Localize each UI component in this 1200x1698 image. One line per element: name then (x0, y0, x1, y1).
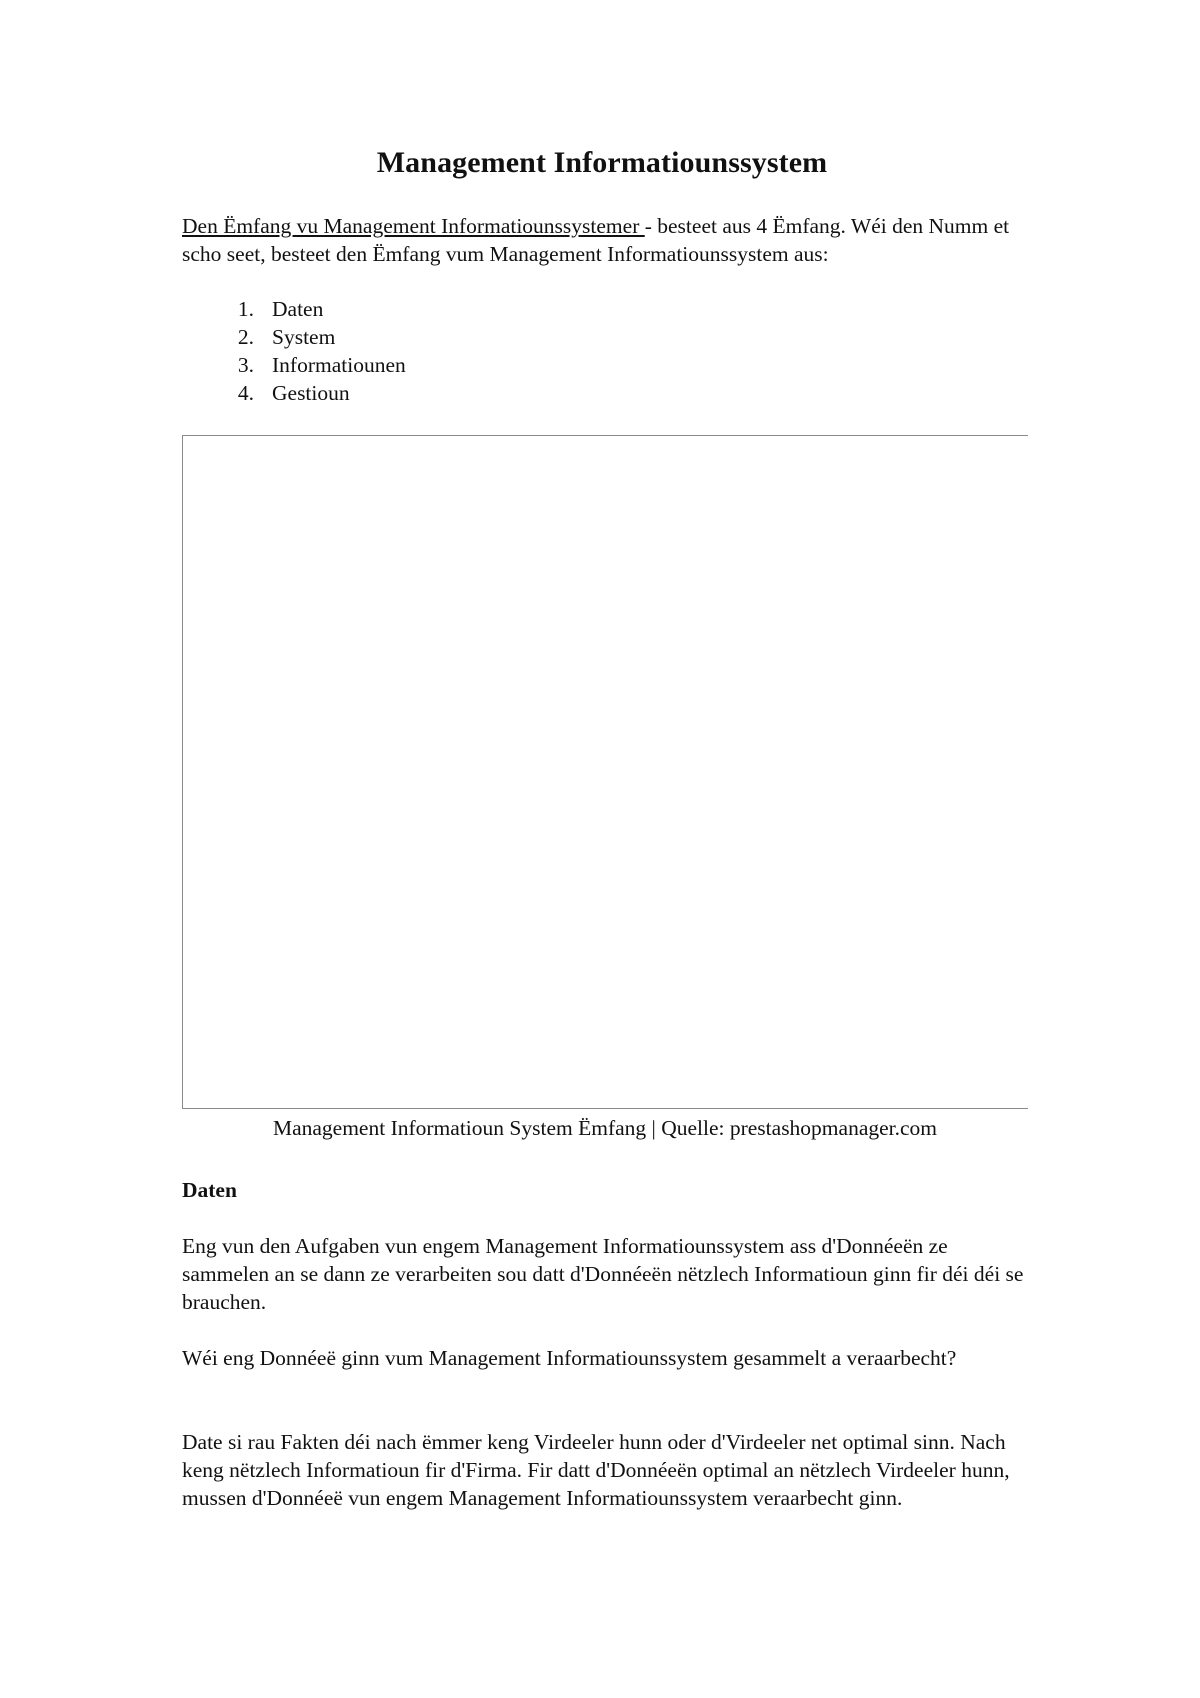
intro-paragraph (182, 212, 1027, 268)
list-item-number: 2 . (182, 323, 254, 351)
body-paragraph: Wéi eng Donnéeë ginn vum Management Informatiounssystem gesammelt a veraarbecht? (182, 1346, 957, 1370)
list-item-label: Daten (272, 297, 324, 321)
list-item (182, 323, 406, 351)
section-heading: Daten (182, 1178, 237, 1202)
page-title: Management Informatiounssystem (376, 146, 828, 179)
scope-list (182, 295, 406, 407)
list-item-number: 3 . (182, 351, 254, 379)
list-item-label: Gestioun (272, 381, 350, 405)
body-paragraph: Eng vun den Aufgaben vun engem Management Informatiounssystem ass d'Donnéeën ze sammelen an se dann ze verarbeiten sou datt d'Donnéeën nëtzlech Informatioun ginn fir déi déi se brauchen. (182, 1234, 1024, 1314)
intro-text: - besteet aus 4 Ëmfang. Wéi den Numm et scho seet, besteet den Ëmfang vum Management Informatiounssystem aus: (182, 214, 1010, 266)
figure-caption: Management Informatioun System Ëmfang | Quelle: prestashopmanager.com (272, 1116, 938, 1140)
body-paragraph: Date si rau Fakten déi nach ëmmer keng Virdeeler hunn oder d'Virdeeler net optimal sinn. Nach keng nëtzlech Informatioun fir d'Firma. Fir datt d'Donnéeën optimal an nëtzlech Virdeeler hunn, mussen d'Donnéeë vun engem Management Informatiounssystem veraarbecht ginn. (182, 1430, 1010, 1510)
list-item-label: System (272, 325, 336, 349)
list-item (182, 379, 406, 407)
list-item-number: 4 . (182, 379, 254, 407)
figure-image-frame (182, 435, 1028, 1109)
list-item (182, 295, 406, 323)
intro-link[interactable]: Den Ëmfang vu Management Informatiounssystemer (182, 214, 645, 238)
list-item-label: Informatiounen (272, 353, 406, 377)
list-item (182, 351, 406, 379)
list-item-number: 1 . (182, 295, 254, 323)
